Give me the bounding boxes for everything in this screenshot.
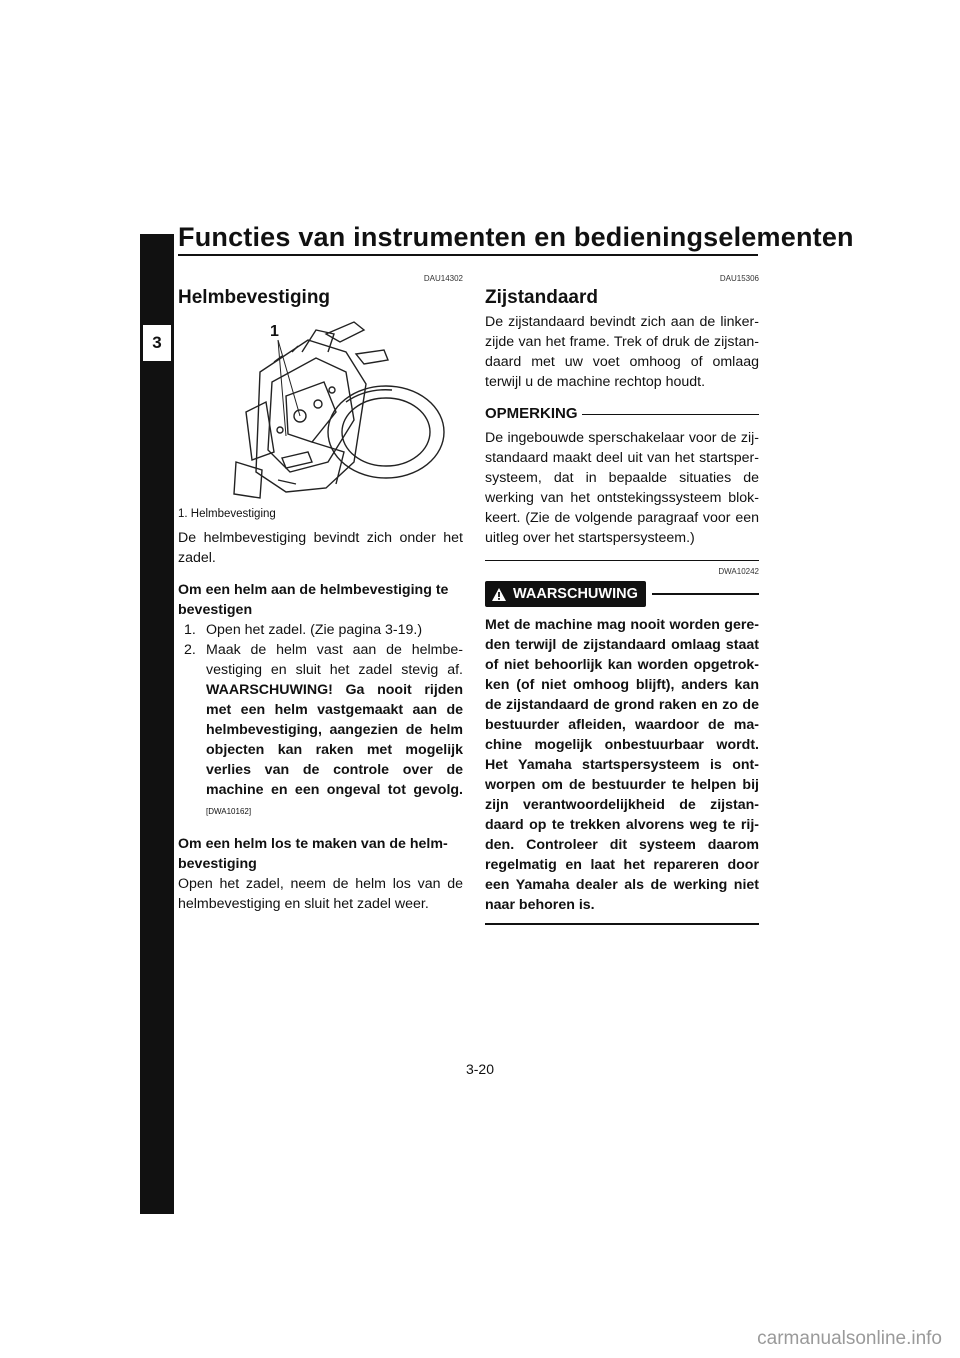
warning-label: WAARSCHUWING bbox=[513, 586, 638, 602]
warning-end-rule bbox=[485, 923, 759, 925]
warning-code: DWA10242 bbox=[718, 567, 759, 576]
intro-text: De helmbevestiging bevindt zich onder het zadel. bbox=[178, 530, 463, 566]
step-1 bbox=[184, 620, 463, 640]
figure-callout-1: 1 bbox=[270, 323, 279, 340]
note-rule bbox=[582, 414, 759, 415]
header-rule bbox=[178, 254, 758, 256]
warning-heading bbox=[485, 581, 759, 607]
section-code: DAU14302 bbox=[423, 274, 463, 283]
helmet-holder-illustration bbox=[216, 312, 446, 504]
attach-heading: Om een helm aan de helmbevestiging te bevestigen bbox=[178, 582, 449, 618]
page-number: 3-20 bbox=[465, 1061, 495, 1077]
step-text: Maak de helm vast aan de helmbevestiging en sluit het zadel stevig af. bbox=[206, 642, 463, 678]
left-column bbox=[178, 274, 463, 926]
watermark: carmanualsonline.info bbox=[757, 1328, 942, 1349]
warning-rule bbox=[652, 593, 759, 595]
step-number: 2. bbox=[184, 642, 196, 658]
warning-text: Met de machine mag nooit worden gereden terwijl de zijstandaard omlaag staat of niet behoorlijk kan worden opgetrokken (of niet omhoog blijft), anders kan de zijstandaard de grond raken en zo de bestuurder afleiden, waardoor de machine mogelijk onbestuurbaar wordt. Het Yamaha startspersysteem is ontworpen om de bestuurder te helpen bij zijn verantwoordelijkheid de zijstandaard op te trekken alvorens weg te rijden. Controleer dit systeem daarom regelmatig en laat het repareren door een Yamaha dealer als de werking niet naar behoren is. bbox=[485, 617, 759, 913]
note-text: De ingebouwde sperschakelaar voor de zijstandaard maakt deel uit van het startspersysteem, dat in bepaalde situaties de werking van het ontstekingssysteem blokkeert. (Zie de volgende paragraaf voor een uitleg over het startspersysteem.) bbox=[485, 430, 759, 546]
warning-badge bbox=[485, 581, 646, 607]
note-label: OPMERKING bbox=[485, 405, 578, 422]
detach-heading: Om een helm los te maken van de helmbevestiging bbox=[178, 836, 448, 872]
step-number: 1. bbox=[184, 622, 196, 638]
figure-caption: 1. Helmbevestiging bbox=[178, 508, 276, 520]
step-2-body bbox=[206, 640, 463, 822]
section-code: DAU15306 bbox=[719, 274, 759, 283]
note-heading bbox=[485, 404, 759, 424]
note-divider bbox=[485, 560, 759, 561]
section-title-zijstandaard: Zijstandaard bbox=[485, 287, 598, 308]
chapter-number: 3 bbox=[143, 325, 171, 361]
step-warning-code: [DWA10162] bbox=[206, 807, 252, 816]
warning-triangle-icon bbox=[491, 587, 507, 602]
right-column bbox=[485, 274, 759, 925]
section-title-helmbevestiging: Helmbevestiging bbox=[178, 287, 331, 308]
zijstandaard-intro: De zijstandaard bevindt zich aan de linkerzijde van het frame. Trek of druk de zijstandaard met uw voet omhoog of omlaag terwijl u de machine rechtop houdt. bbox=[485, 314, 759, 390]
page-header-title: Functies van instrumenten en bedieningselementen bbox=[178, 222, 854, 252]
step-warning: WAARSCHUWING! Ga nooit rijden met een helm vastgemaakt aan de helmbevestiging, aangezien de helm objecten kan raken met mogelijk verlies van de controle over de machine en een ongeval tot gevolg. bbox=[206, 682, 463, 798]
attach-steps bbox=[178, 620, 463, 822]
step-text: Open het zadel. (Zie pagina 3-19.) bbox=[206, 622, 423, 638]
detach-text: Open het zadel, neem de helm los van de helmbevestiging en sluit het zadel weer. bbox=[178, 876, 463, 912]
step-2 bbox=[184, 640, 463, 822]
